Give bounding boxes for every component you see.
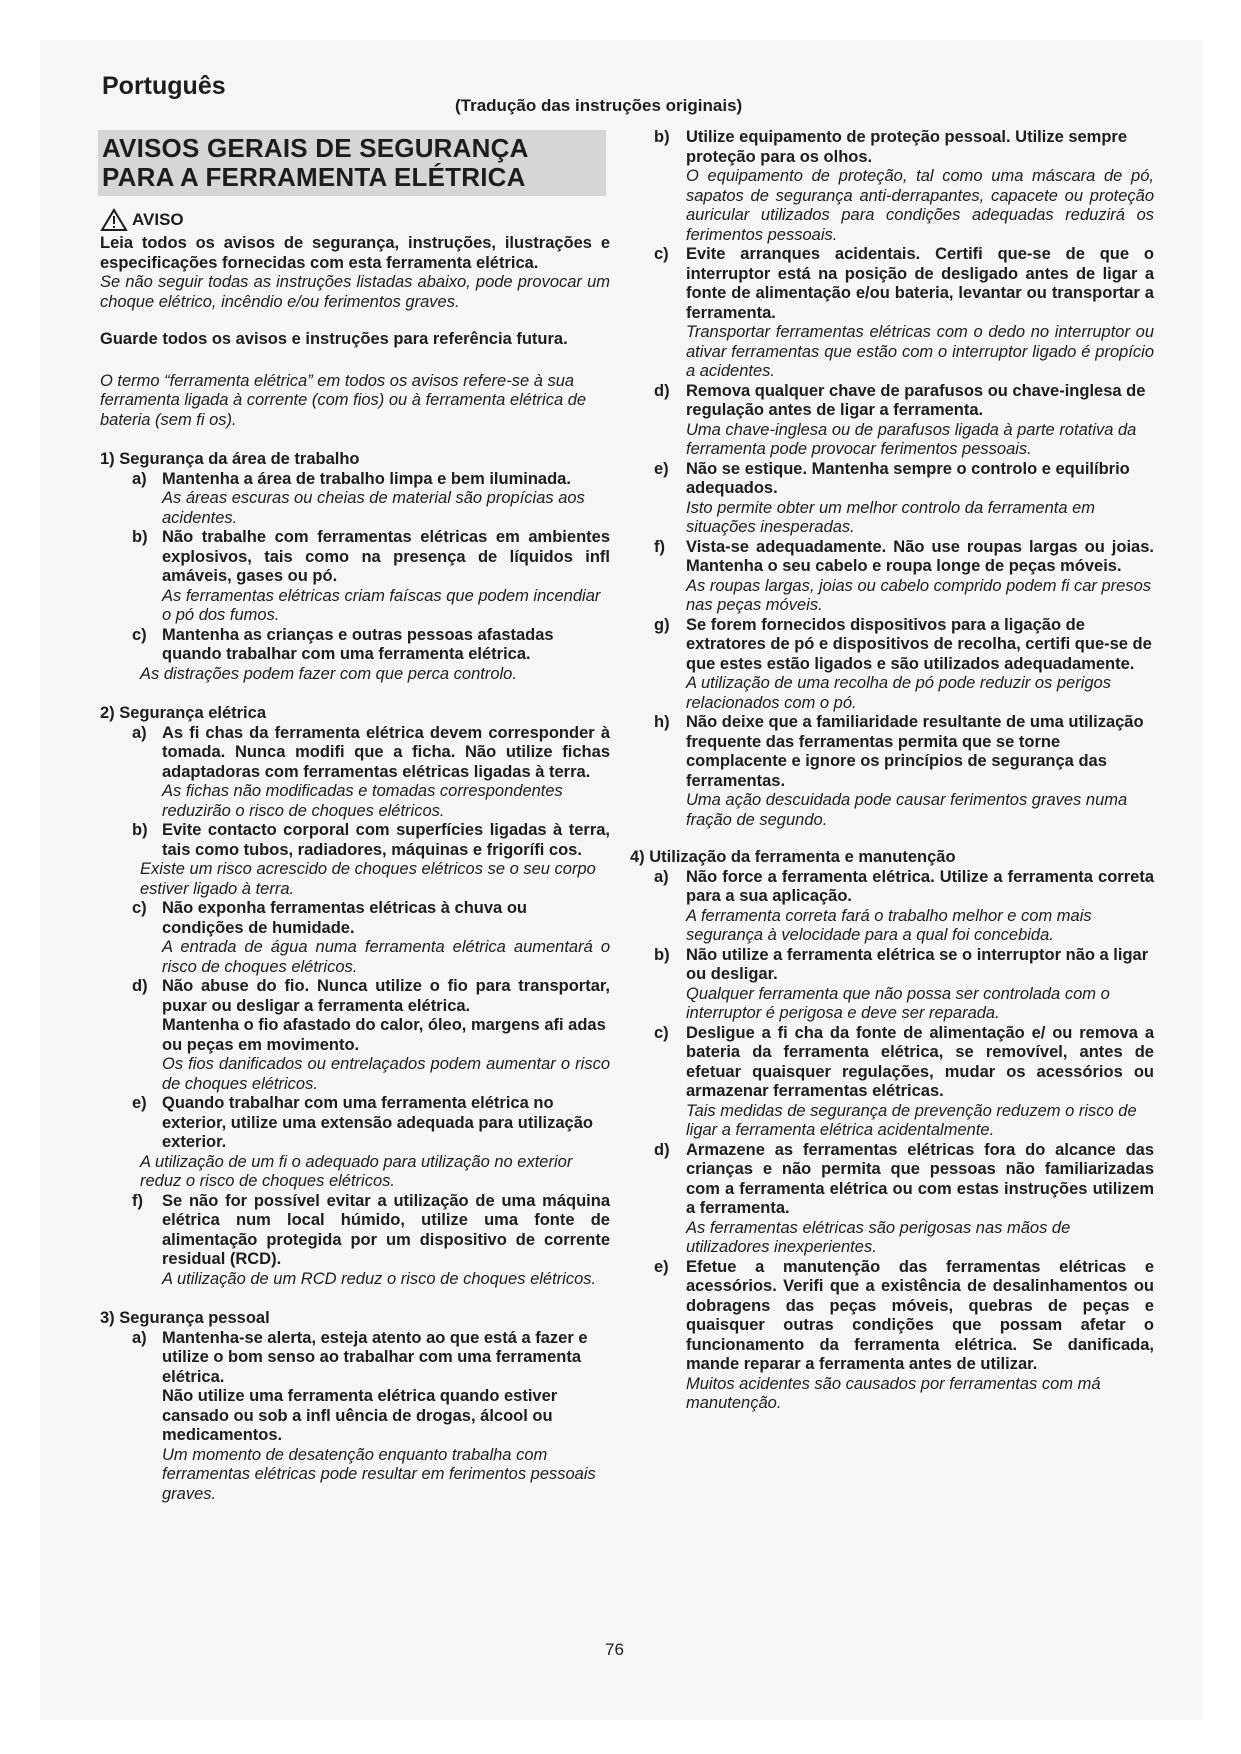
- item-label: d): [132, 977, 148, 995]
- item-label: d): [654, 1140, 670, 1159]
- section-3-item-a: [100, 1329, 610, 1505]
- section-3-item-h: [654, 713, 1154, 830]
- item-text: Se não for possível evitar a utilização de uma máquina elétrica num local húmido, utilize uma fonte de alimentação protegida por um dispositivo de corrente residual (RCD).: [162, 1191, 610, 1268]
- item-note: A utilização de um fi o adequado para utilização no exterior reduz o risco de choques elétricos.: [140, 1152, 573, 1190]
- page-title-line2: PARA A FERRAMENTA ELÉTRICA: [102, 162, 526, 192]
- section-1-item-b: [100, 528, 610, 626]
- section-2-title: 2) Segurança elétrica: [100, 704, 266, 722]
- item-note: As ferramentas elétricas criam faíscas que podem incendiar o pó dos fumos.: [162, 586, 601, 624]
- item-text: Efetue a manutenção das ferramentas elétricas e acessórios. Verifi que a existência de desalinhamentos ou dobragens das peças móveis, quebras de peças e quaisquer outras condições que possam afetar o funcionamento da ferramenta elétrica. Se danificada, mande reparar a ferramenta antes de utilizar.: [686, 1257, 1154, 1373]
- translation-note: (Tradução das instruções originais): [455, 96, 743, 115]
- item-text: Não trabalhe com ferramentas elétricas em ambientes explosivos, tais como na presença de líquidos infl amáveis, gases ou pó.: [162, 528, 610, 585]
- item-note: As ferramentas elétricas são perigosas nas mãos de utilizadores inexperientes.: [686, 1218, 1071, 1256]
- section-3-title: 3) Segurança pessoal: [100, 1309, 270, 1327]
- item-text: Armazene as ferramentas elétricas fora do alcance das crianças e não permita que pessoas não familiarizadas com a ferramenta elétrica ou com estas instruções utilizem a ferramenta.: [686, 1140, 1154, 1217]
- item-label: d): [654, 381, 670, 400]
- item-text: Vista-se adequadamente. Não use roupas largas ou joias. Mantenha o seu cabelo e roupa longe de peças móveis.: [686, 537, 1154, 575]
- item-text: Remova qualquer chave de parafusos ou chave-inglesa de regulação antes de ligar a ferramenta.: [686, 381, 1146, 419]
- language-heading: Português: [102, 72, 226, 100]
- item-text: Não utilize a ferramenta elétrica se o interruptor não a ligar ou desligar.: [686, 945, 1149, 983]
- item-label: b): [654, 945, 670, 964]
- item-note: Uma chave-inglesa ou de parafusos ligada à parte rotativa da ferramenta pode provocar ferimentos pessoais.: [686, 420, 1137, 458]
- item-note: Uma ação descuidada pode causar ferimentos graves numa fração de segundo.: [686, 791, 1128, 829]
- item-note: A utilização de uma recolha de pó pode reduzir os perigos relacionados com o pó.: [686, 674, 1111, 712]
- item-label: h): [654, 713, 670, 731]
- item-note: A utilização de um RCD reduz o risco de choques elétricos.: [162, 1269, 597, 1288]
- item-note: As fichas não modificadas e tomadas correspondentes reduzirão o risco de choques elétricos.: [162, 782, 563, 820]
- warning-label: AVISO: [132, 210, 184, 230]
- section-3-item-g: [654, 616, 1154, 714]
- item-text: Não abuse do fio. Nunca utilize o fio para transportar, puxar ou desligar a ferramenta elétrica.: [162, 977, 610, 1015]
- item-text: Evite contacto corporal com superfícies ligadas à terra, tais como tubos, radiadores, máquinas e frigorífi cos.: [162, 821, 610, 859]
- item-text: Evite arranques acidentais. Certifi que-se de que o interruptor está na posição de desligado antes de ligar a fonte de alimentação e/ou bateria, levantar ou transportar a ferramenta.: [686, 245, 1154, 322]
- item-label: c): [132, 899, 147, 917]
- item-note: Isto permite obter um melhor controlo da ferramenta em situações inesperadas.: [686, 498, 1096, 536]
- section-2-item-a: [100, 724, 610, 822]
- item-note: A entrada de água numa ferramenta elétrica aumentará o risco de choques elétricos.: [162, 938, 610, 976]
- item-text: Utilize equipamento de proteção pessoal. Utilize sempre proteção para os olhos.: [686, 128, 1128, 166]
- section-2-item-e: [100, 1094, 610, 1153]
- item-text: Quando trabalhar com uma ferramenta elétrica no exterior, utilize uma extensão adequada para utilização exterior.: [162, 1094, 593, 1151]
- section-2-item-b: [100, 821, 610, 860]
- section-4-item-c: [654, 1024, 1154, 1141]
- item-label: a): [654, 867, 669, 886]
- item-label: f): [654, 537, 665, 556]
- item-note: Um momento de desatenção enquanto trabalha com ferramentas elétricas pode resultar em ferimentos pessoais graves.: [162, 1445, 596, 1503]
- section-1-item-a: [100, 470, 610, 529]
- item-label: g): [654, 615, 670, 634]
- item-note: Qualquer ferramenta que não possa ser controlada com o interruptor é perigosa e deve ser reparada.: [686, 984, 1110, 1022]
- section-4-title: 4) Utilização da ferramenta e manutenção: [630, 848, 956, 866]
- section-3-item-d: [654, 382, 1154, 460]
- section-3-item-e: [654, 460, 1154, 538]
- section-1-title: 1) Segurança da área de trabalho: [100, 450, 360, 468]
- item-label: a): [132, 723, 147, 742]
- intro-italic: Se não seguir todas as instruções listadas abaixo, pode provocar um choque elétrico, incêndio e/ou ferimentos graves.: [100, 273, 610, 311]
- item-label: a): [132, 1328, 147, 1347]
- item-label: b): [654, 128, 670, 146]
- keep-notice: Guarde todos os avisos e instruções para referência futura.: [100, 330, 568, 348]
- item-text: Mantenha as crianças e outras pessoas afastadas quando trabalhar com uma ferramenta elétrica.: [162, 625, 554, 663]
- item-text: Se forem fornecidos dispositivos para a ligação de extratores de pó e dispositivos de recolha, certifi que-se de que estes estão ligados e são utilizados adequadamente.: [686, 615, 1152, 673]
- item-label: c): [654, 245, 669, 263]
- page-number: 76: [605, 1640, 624, 1659]
- warning-triangle-icon: [100, 208, 128, 232]
- item-note: A ferramenta correta fará o trabalho melhor e com mais segurança à velocidade para a qual foi concebida.: [686, 906, 1092, 944]
- item-note: As distrações podem fazer com que perca controlo.: [140, 664, 517, 683]
- right-column: [630, 128, 1154, 1414]
- left-column: [100, 130, 610, 1504]
- section-4-item-e: [654, 1258, 1154, 1414]
- term-note: O termo “ferramenta elétrica” em todos os avisos refere-se à sua ferramenta ligada à corrente (com fios) ou à ferramenta elétrica de bateria (sem fi os).: [100, 371, 587, 429]
- item-text: Mantenha-se alerta, esteja atento ao que está a fazer e utilize o bom senso ao trabalhar com uma ferramenta elétrica.: [162, 1328, 588, 1386]
- section-3-item-f: [654, 538, 1154, 616]
- section-4-item-a: [654, 868, 1154, 946]
- item-label: e): [654, 1257, 669, 1276]
- item-text: As fi chas da ferramenta elétrica devem corresponder à tomada. Nunca modifi que a ficha. Não utilize fichas adaptadoras com ferramentas elétricas ligadas à terra.: [162, 723, 610, 781]
- item-note: Existe um risco acrescido de choques elétricos se o seu corpo estiver ligado à terra.: [140, 860, 596, 898]
- section-3-item-c: [654, 245, 1154, 382]
- section-title-box: [98, 130, 606, 196]
- item-note: As áreas escuras ou cheias de material são propícias aos acidentes.: [162, 489, 585, 527]
- item-label: f): [132, 1191, 143, 1210]
- item-text: Não force a ferramenta elétrica. Utilize a ferramenta correta para a sua aplicação.: [686, 867, 1154, 905]
- section-2-item-d: [100, 977, 610, 1094]
- item-note: Os fios danificados ou entrelaçados podem aumentar o risco de choques elétricos.: [162, 1055, 610, 1093]
- item-label: e): [654, 459, 669, 478]
- item-note: Tais medidas de segurança de prevenção reduzem o risco de ligar a ferramenta elétrica acidentalmente.: [686, 1101, 1137, 1139]
- item-label: b): [132, 821, 148, 839]
- item-text: Desligue a fi cha da fonte de alimentação e/ ou remova a bateria da ferramenta elétrica, se removível, antes de efetuar quaisquer regulações, mudar os acessórios ou armazenar ferramentas elétricas.: [686, 1023, 1154, 1100]
- item-text-2: Mantenha o fio afastado do calor, óleo, margens afi adas ou peças em movimento.: [162, 1016, 606, 1054]
- item-text: Não se estique. Mantenha sempre o controlo e equilíbrio adequados.: [686, 459, 1130, 497]
- warning-header: [100, 208, 610, 232]
- section-2-item-f: [100, 1192, 610, 1290]
- item-note: As roupas largas, joias ou cabelo comprido podem fi car presos nas peças móveis.: [686, 576, 1151, 614]
- item-text: Não deixe que a familiaridade resultante de uma utilização frequente das ferramentas permita que se torne complacente e ignore os princípios de segurança das ferramentas.: [686, 713, 1144, 790]
- section-2-item-c: [100, 899, 610, 977]
- section-3-item-b: [654, 128, 1154, 245]
- item-note: Transportar ferramentas elétricas com o dedo no interruptor ou ativar ferramentas que estão com o interruptor ligado é propício a acidentes.: [686, 323, 1154, 380]
- item-note: O equipamento de proteção, tal como uma máscara de pó, sapatos de segurança anti-derrapantes, capacete ou proteção auricular utilizados para condições adequadas reduzirá os ferimentos pessoais.: [686, 167, 1154, 244]
- item-text: Mantenha a área de trabalho limpa e bem iluminada.: [162, 469, 571, 488]
- item-text-2: Não utilize uma ferramenta elétrica quando estiver cansado ou sob a infl uência de drogas, álcool ou medicamentos.: [162, 1387, 558, 1444]
- item-label: c): [132, 625, 147, 644]
- item-label: a): [132, 469, 147, 488]
- item-label: e): [132, 1094, 147, 1112]
- page-title-line1: AVISOS GERAIS DE SEGURANÇA: [102, 133, 529, 163]
- item-text: Não exponha ferramentas elétricas à chuva ou condições de humidade.: [162, 899, 527, 937]
- intro-bold: Leia todos os avisos de segurança, instruções, ilustrações e especificações fornecidas com esta ferramenta elétrica.: [100, 234, 610, 272]
- section-1-item-c: [100, 626, 610, 665]
- section-4-item-b: [654, 946, 1154, 1024]
- item-note: Muitos acidentes são causados por ferramentas com má manutenção.: [686, 1374, 1101, 1412]
- item-label: b): [132, 528, 148, 546]
- section-4-item-d: [654, 1141, 1154, 1258]
- item-label: c): [654, 1023, 669, 1042]
